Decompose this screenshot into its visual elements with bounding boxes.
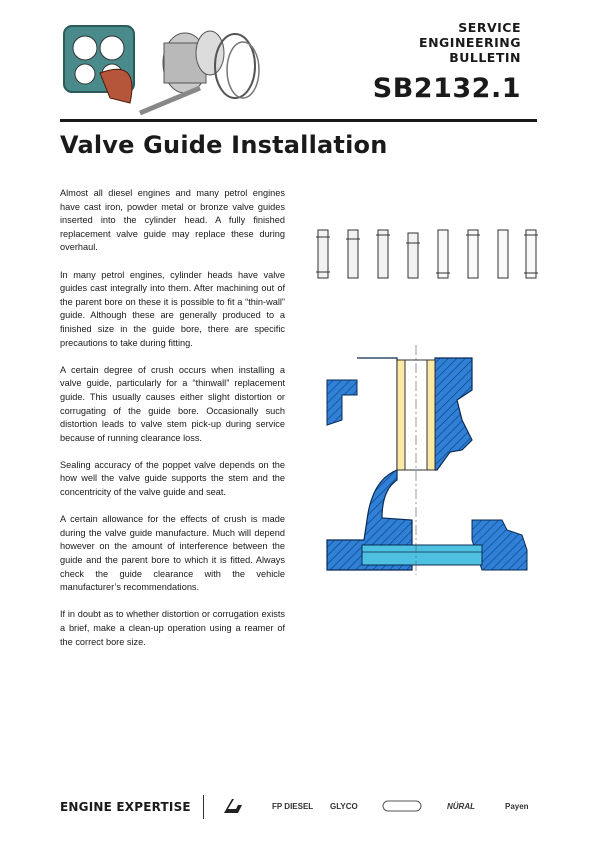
bulletin-line: BULLETIN (449, 50, 521, 65)
bulletin-header (373, 20, 521, 104)
brand-goetze-logo-icon (382, 800, 422, 812)
paragraph: If in doubt as to whether distortion or corrugation exists a brief, make a clean-up operation using a reamer of the correct bore size. (60, 609, 285, 647)
brand-fp-diesel: FP DIESEL (272, 802, 314, 811)
cylinder-head-section-diagram (322, 340, 532, 580)
paragraph: A certain allowance for the effects of crush is made during the valve guide manufacture. Much will depend however on the amount of interference between the guide and the parent bore to which it is fitted. Always check the guide clearance with the vehicle manufacturer’s recommendations. (60, 514, 285, 593)
footer-divider (203, 795, 204, 819)
paragraph: In many petrol engines, cylinder heads have valve guides cast integrally into them. After machining out of the parent bore on these it is possible to fit a “thin-wall” guide. Although these are generally produced to a finished size in the guide bore, there are specific precautions to take during fitting. (60, 269, 285, 348)
brand-payen: Payen (505, 802, 529, 811)
brand-logo-icon (222, 797, 244, 815)
valve-guides-illustration (310, 225, 546, 285)
bulletin-line: SERVICE (458, 20, 521, 35)
engine-parts-image (60, 18, 260, 118)
bulletin-line: ENGINEERING (419, 35, 521, 50)
page-title: Valve Guide Installation (60, 131, 388, 159)
header-rule (60, 119, 537, 122)
brand-glyco: GLYCO (330, 802, 358, 811)
paragraph: Almost all diesel engines and many petrol engines have cast iron, powder metal or bronze valve guides inserted into the cylinder head. A fully finished replacement valve guide may replace these during overhaul. (60, 188, 285, 253)
bulletin-number: SB2132.1 (372, 73, 521, 104)
engine-expertise-label: ENGINE EXPERTISE (60, 800, 191, 814)
brand-nural: NÜRAL (447, 802, 475, 811)
paragraph: A certain degree of crush occurs when installing a valve guide, particularly for a “thinwall” replacement guide. This usually causes either slight distortion or corrugating of the guide bore. Occasionally such distortion leads to valve stem pick-up during service because of running clearance loss. (60, 364, 285, 443)
body-text (60, 187, 285, 663)
paragraph: Sealing accuracy of the poppet valve depends on the how well the valve guide supports the stem and the concentricity of the valve guide and seat. (60, 459, 285, 498)
